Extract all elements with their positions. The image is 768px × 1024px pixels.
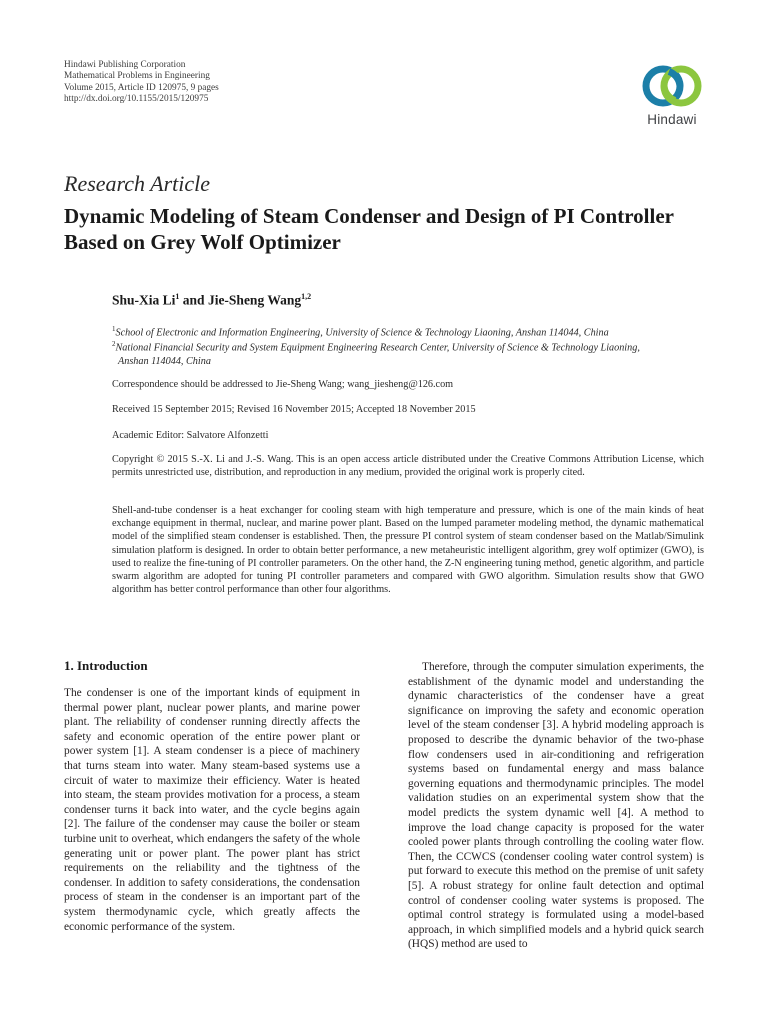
paragraph: Therefore, through the computer simulation experiments, the establishment of the dynamic model and understanding the dynamic characteristics of the condenser have a great significance on improving the safety and economic operation level of the steam condenser [3]. A hybrid modeling approach is proposed to describe the dynamic behavior of the two-phase flow condensers used in air-conditioning and refrigeration systems based on fundamental energy and mass balance governing equations and thermodynamic principles. The model validation studies on an experimental system show that the model predicts the system dynamic well [4]. A method to improve the load change capacity is proposed for the water cooled power plants through controlling the cooling water flow. Then, the CCWCS (condenser cooling water control system) is put forward to execute this method on the premise of unit safety [5]. A robust strategy for online fault detection and optimal control of condenser cooling water systems is proposed. The optimal control strategy is formulated using a model-based approach, in which simplified models and a hybrid quick search (HQS) method are used to xyxy=(408,661,704,951)
affiliation-mark: 2 xyxy=(112,340,116,348)
authors xyxy=(112,292,311,309)
affiliation-text: School of Electronic and Information Engineering, University of Science & Technology Liaoning, Anshan 114044, China xyxy=(115,327,609,339)
author-affiliation-mark: 1 xyxy=(175,292,180,301)
academic-editor: Academic Editor: Salvatore Alfonzetti xyxy=(112,430,269,441)
article-type: Research Article xyxy=(64,171,211,196)
publisher-info xyxy=(64,60,219,105)
copyright-notice: Copyright © 2015 S.-X. Li and J.-S. Wang. This is an open access article distributed under the Creative Commons Attribution License, which permits unrestricted use, distribution, and reproduction in any medium, provided the original work is properly cited. xyxy=(112,454,704,479)
author-name: Jie-Sheng Wang xyxy=(207,292,302,308)
section-heading-introduction: 1. Introduction xyxy=(64,658,148,673)
body-column-left xyxy=(64,686,360,934)
doi-link[interactable]: http://dx.doi.org/10.1155/2015/120975 xyxy=(64,93,209,104)
abstract: Shell-and-tube condenser is a heat exchanger for cooling steam with high temperature and pressure, which is one of the main kinds of heat exchange equipment in thermal, nuclear, and marine power plant. Based on the lumped parameter modeling method, the dynamic mathematical model of the simplified steam condenser is established. Then, the pressure PI control system of steam condenser based on the Matlab/Simulink simulation platform is designed. In order to obtain better performance, a new metaheuristic intelligent algorithm, grey wolf optimizer (GWO), is used to realize the fine-tuning of PI controller parameters. On the other hand, the Z-N engineering tuning method, genetic algorithm, and particle swarm algorithm are adopted for tuning PI controller parameters and compared with GWO algorithm. Simulation results show that GWO algorithm has better control performance than other four algorithms. xyxy=(112,505,704,596)
article-dates: Received 15 September 2015; Revised 16 November 2015; Accepted 18 November 2015 xyxy=(112,404,476,415)
hindawi-logo xyxy=(632,62,712,130)
logo-text: Hindawi xyxy=(647,112,697,127)
affiliation-text: National Financial Security and System Equipment Engineering Research Center, University of Science & Technology Liaoning, xyxy=(115,342,640,354)
author-conjunction: and xyxy=(179,292,208,308)
publisher-name: Hindawi Publishing Corporation xyxy=(64,60,186,70)
author-name: Shu-Xia Li xyxy=(112,292,176,308)
body-column-right xyxy=(408,660,704,952)
affiliation-2 xyxy=(112,338,712,368)
journal-name: Mathematical Problems in Engineering xyxy=(64,71,210,82)
article-title: Dynamic Modeling of Steam Condenser and Design of PI Controller Based on Grey Wolf Optimizer xyxy=(64,204,674,254)
affiliation-text-cont: Anshan 114044, China xyxy=(118,355,211,367)
paragraph: The condenser is one of the important kinds of equipment in thermal power plant, nuclear power plants, and marine power plant. The reliability of condenser running directly affects the safety and economic operation of the entire power plant or power system [1]. A steam condenser is a piece of machinery that turns steam into water. Many steam-based systems use a circuit of water to maximize their efficiency. Water is heated into steam, the steam provides motivation for a process, a steam condenser turns it back into water, and the cycle begins again [2]. The failure of the condenser may cause the boiler or steam turbine unit to overheat, which endangers the safety of the whole generating unit or power plant. The power plant has strict requirements on the reliability and the tightness of the condenser. In addition to safety considerations, the condensation process of steam in the condenser is an important part of the system thermodynamic cycle, which greatly affects the economic performance of the system. xyxy=(64,687,360,933)
hindawi-logo-icon xyxy=(632,62,712,112)
author-affiliation-mark: 1,2 xyxy=(301,292,312,301)
correspondence: Correspondence should be addressed to Jie-Sheng Wang; wang_jiesheng@126.com xyxy=(112,379,454,390)
volume-info: Volume 2015, Article ID 120975, 9 pages xyxy=(64,82,219,93)
affiliation-mark: 1 xyxy=(112,325,116,333)
